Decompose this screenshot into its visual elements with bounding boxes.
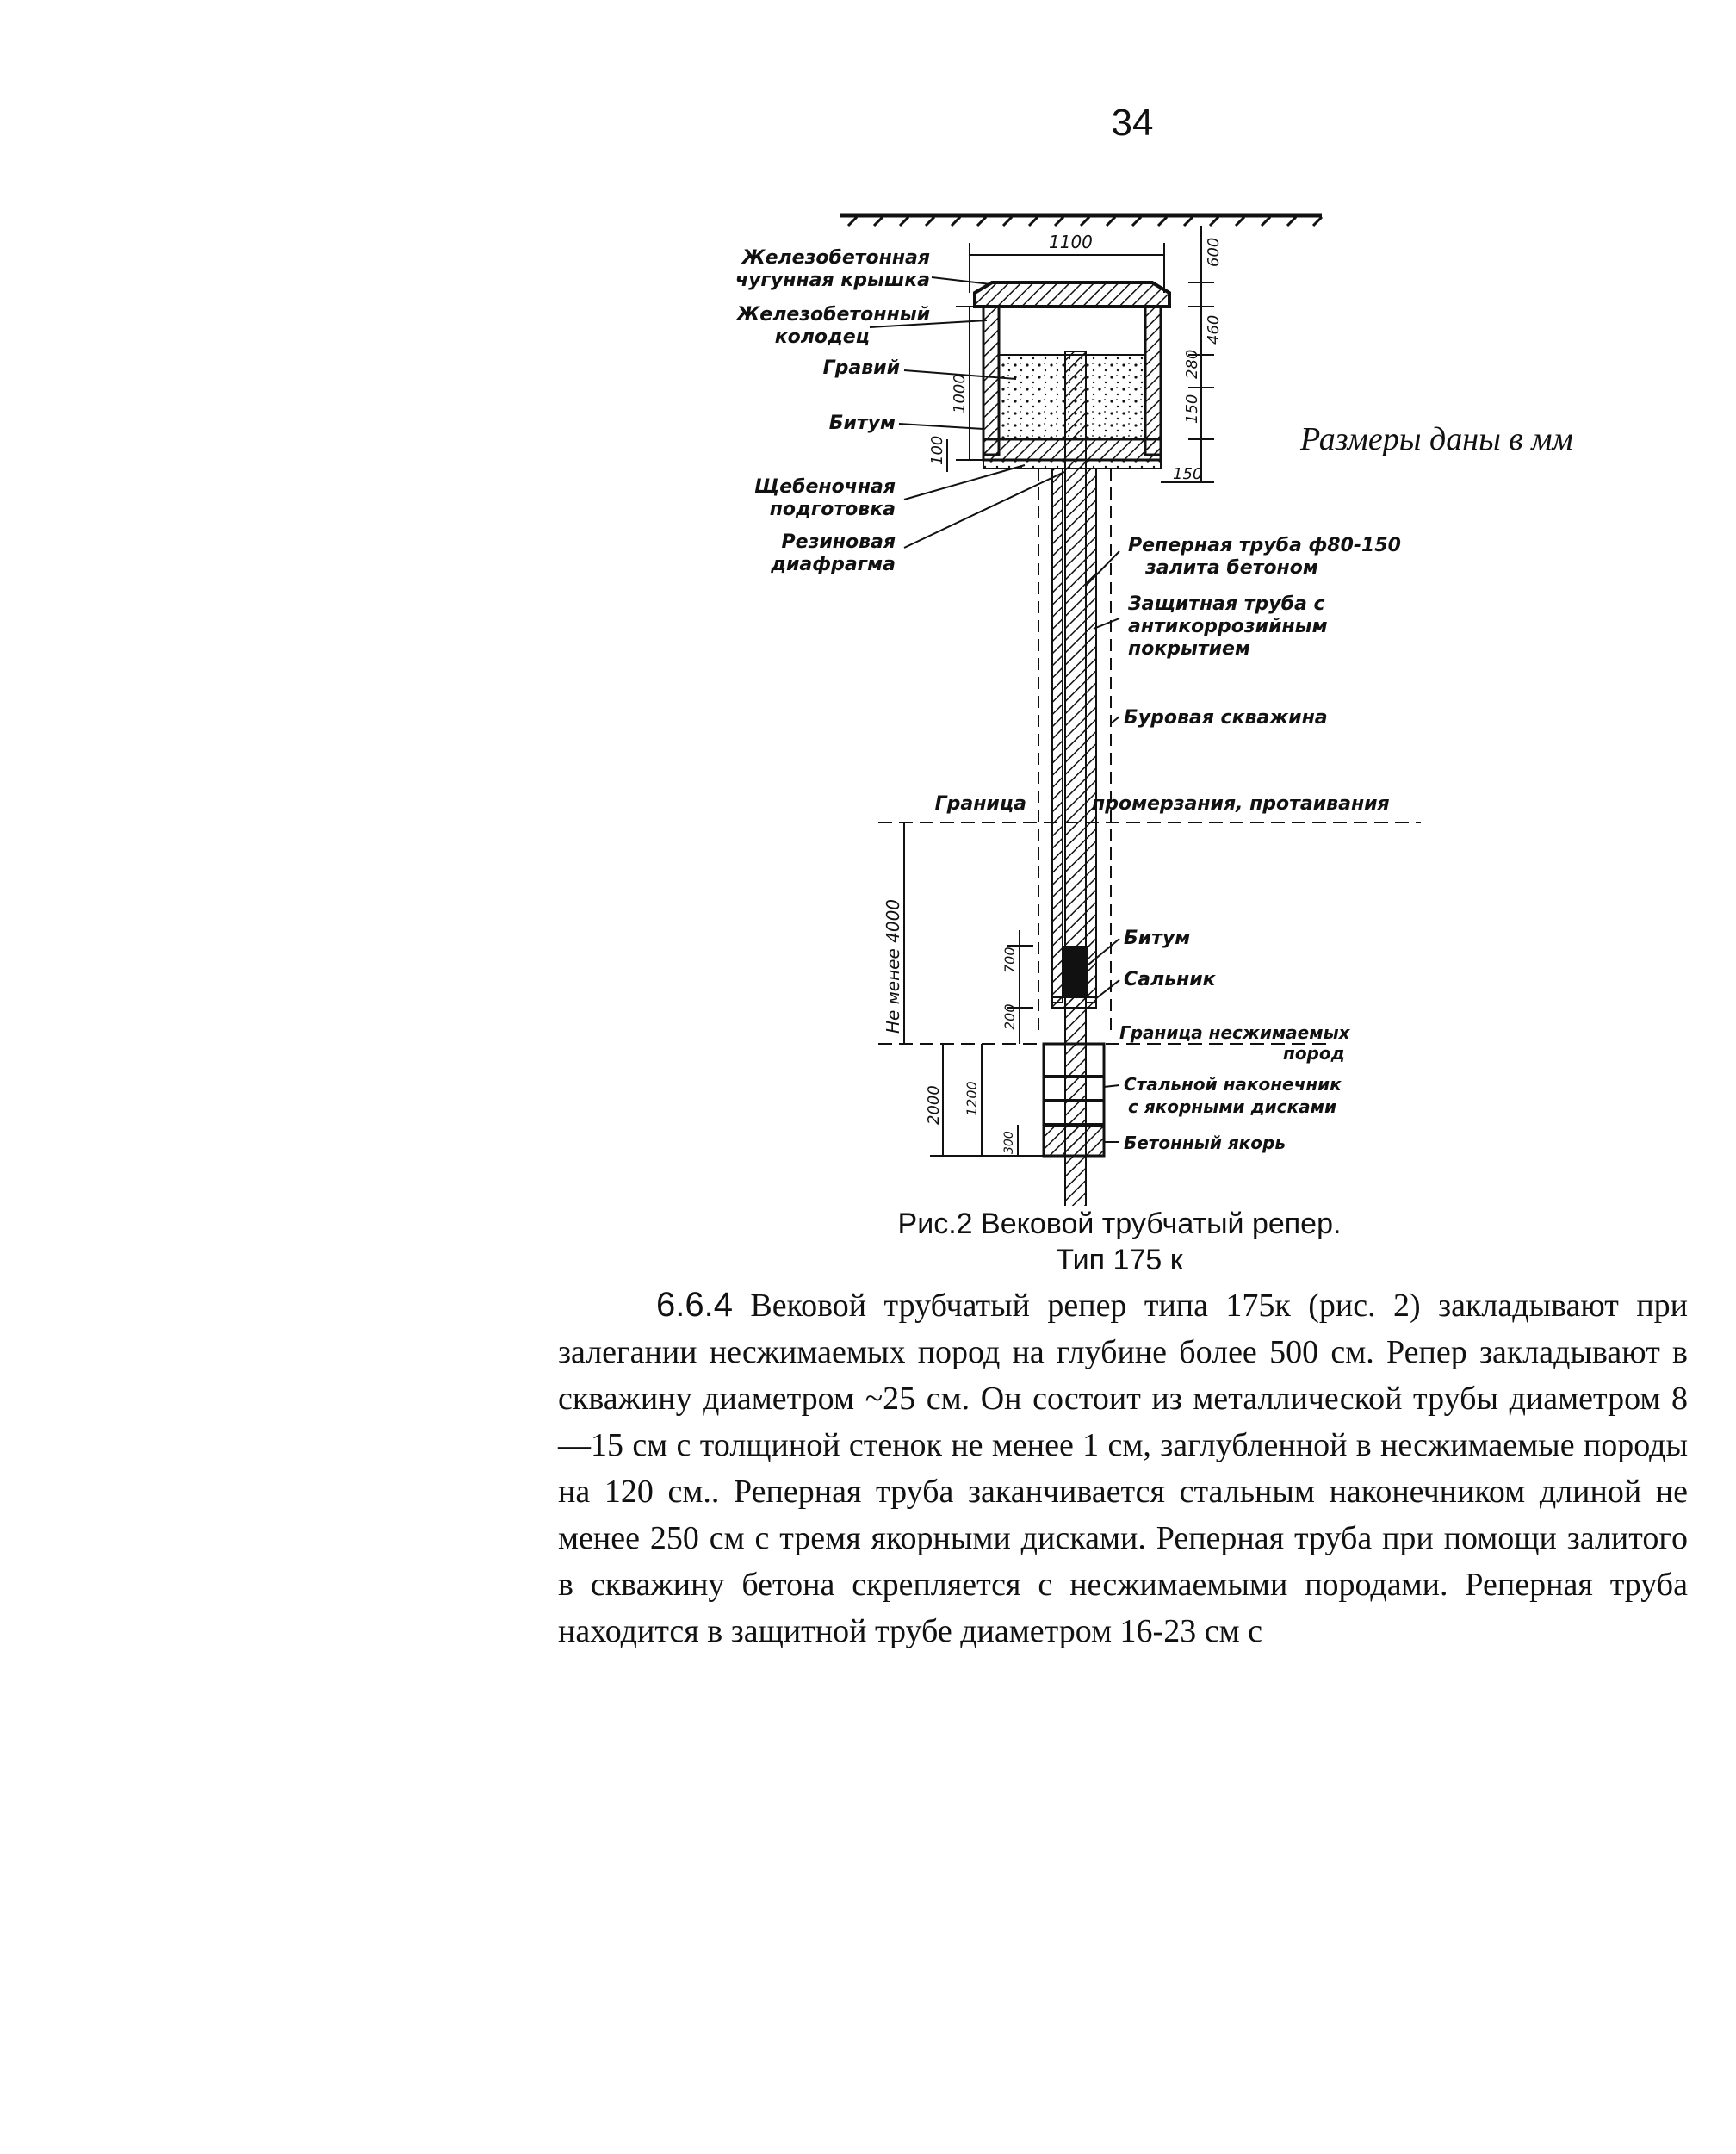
label-protect-1: Защитная труба с <box>1128 593 1325 615</box>
caption-line-1: Рис.2 Вековой трубчатый репер. <box>897 1207 1342 1240</box>
label-bitumen-top: Битум <box>828 413 896 434</box>
svg-text:Стальной наконечникс якорными <box>1124 1074 1342 1117</box>
dim-700: 700 <box>1001 947 1018 973</box>
label-incompressible-1: Граница несжимаемых <box>1119 1022 1350 1043</box>
label-well-2: колодец <box>774 326 870 348</box>
dim-100: 100 <box>928 435 946 465</box>
well-wall-left <box>983 307 999 455</box>
protective-pipe <box>1052 469 1063 1003</box>
dim-1200: 1200 <box>964 1081 980 1116</box>
bitumen-bottom-fill <box>1063 946 1088 997</box>
dim-2000: 2000 <box>925 1085 943 1125</box>
label-well-1: Железобетонный <box>736 304 930 326</box>
concrete-anchor <box>1044 1125 1104 1156</box>
section-number: 6.6.4 <box>656 1286 733 1324</box>
dim-300: 300 <box>1002 1131 1016 1154</box>
dim-width: 1100 <box>1049 232 1093 252</box>
well-cover <box>975 282 1169 307</box>
label-freeze-left: Граница <box>934 793 1026 815</box>
label-ref-pipe-1: Реперная труба ф80-150 <box>1128 535 1401 556</box>
body-paragraph <box>558 1282 1688 1654</box>
well-wall-right <box>1145 307 1161 455</box>
dim-150v: 150 <box>1183 394 1201 424</box>
label-freeze-right: промерзания, протаивания <box>1092 793 1390 815</box>
label-bitumen-bottom: Битум <box>1124 928 1191 949</box>
label-steel-tip-1: Стальной наконечник <box>1124 1074 1342 1095</box>
label-anchor: Бетонный якорь <box>1124 1133 1286 1153</box>
label-ref-pipe-2: залита бетоном <box>1145 557 1318 579</box>
ground-surface <box>840 215 1322 226</box>
svg-text:Защитная труба сантикоррозийны <box>1127 593 1328 660</box>
svg-text:Железобетоннаячугунная крышка <box>735 247 930 291</box>
dim-1000: 1000 <box>951 374 969 413</box>
label-gland: Сальник <box>1124 969 1216 990</box>
paragraph-text: Вековой трубчатый репер типа 175к (рис. 2) закладывают при залегании несжимаемых пород на глубине более 500 см. Репер закладывают в скважину диаметром ~25 см. Он состоит из металлической трубы диаметром 8—15 см с толщиной стенок не менее 1 см, заглубленной в несжимаемые породы на 120 см.. Реперная труба заканчивается стальным наконечником длиной не менее 250 см с тремя якорными дисками. Реперная труба при помощи залитого в скважину бетона скрепляется с несжимаемыми породами. Реперная труба находится в защитной трубе диаметром 16-23 см с <box>558 1288 1688 1649</box>
gland <box>1052 997 1096 1008</box>
dim-280: 280 <box>1183 349 1201 379</box>
label-diaphragm-2: диафрагма <box>771 554 896 575</box>
label-cover-2: чугунная крышка <box>735 270 930 291</box>
dim-200: 200 <box>1001 1003 1018 1030</box>
caption-line-2: Тип 175 к <box>1056 1244 1183 1276</box>
label-crushed-stone-1: Щебеночная <box>754 476 896 498</box>
svg-text:Резиноваядиафрагма <box>770 531 896 575</box>
units-note: Размеры даны в мм <box>1300 421 1573 457</box>
svg-text:Реперная труба ф80-150залита б <box>1128 535 1401 579</box>
label-crushed-stone-2: подготовка <box>769 499 896 520</box>
label-steel-tip-2: с якорными дисками <box>1128 1096 1336 1117</box>
page-number: 34 <box>1111 102 1154 144</box>
label-protect-2: антикоррозийным <box>1128 616 1328 637</box>
svg-text:Щебеночнаяподготовка <box>754 476 896 520</box>
dim-150h: 150 <box>1173 465 1203 483</box>
label-protect-3: покрытием <box>1128 638 1250 660</box>
label-cover-1: Железобетонная <box>741 247 930 269</box>
dim-460: 460 <box>1205 314 1223 345</box>
dim-600: 600 <box>1205 237 1223 267</box>
label-borehole: Буровая скважина <box>1124 707 1328 729</box>
label-gravel: Гравий <box>822 357 900 379</box>
figure-caption <box>775 1206 1464 1278</box>
dim-not-less: Не менее 4000 <box>883 898 903 1034</box>
label-diaphragm-1: Резиновая <box>781 531 896 553</box>
protective-pipe-right <box>1086 469 1096 1003</box>
label-incompressible-2: пород <box>1283 1043 1345 1064</box>
